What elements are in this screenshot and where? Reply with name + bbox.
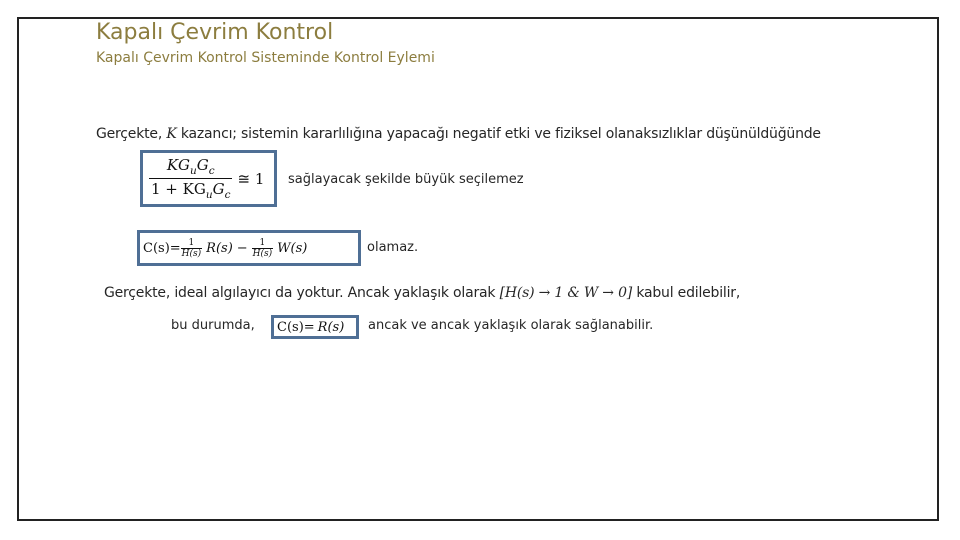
equation-2-caption: olamaz. bbox=[367, 240, 419, 255]
paragraph-1-start: Gerçekte, bbox=[96, 126, 167, 142]
paragraph-1 bbox=[96, 126, 821, 142]
equation-3-lhs: C(s)= bbox=[277, 319, 315, 335]
equation-1-box bbox=[140, 150, 277, 207]
equation-3-box bbox=[271, 315, 359, 339]
equation-2-term-2: W(s) bbox=[277, 240, 308, 256]
equation-1-relation: ≅ 1 bbox=[237, 169, 265, 188]
equation-2-box bbox=[137, 230, 361, 266]
paragraph-2-end: kabul edilebilir, bbox=[632, 285, 741, 301]
equation-2-fraction-1: $\frac{1}{H(s)}$ bbox=[181, 237, 202, 259]
paragraph-2-condition: [H(s) → 1 & W → 0] bbox=[499, 285, 633, 301]
equation-1-numerator: $KG_uG_c$ bbox=[166, 156, 215, 177]
equation-3-caption: ancak ve ancak yaklaşık olarak sağlanabilir. bbox=[368, 318, 654, 333]
paragraph-1-end: kazancı; sistemin kararlılığına yapacağı negatif etki ve fiziksel olanaksızlıklar düşünüldüğünde bbox=[176, 126, 821, 142]
slide-subtitle: Kapalı Çevrim Kontrol Sisteminde Kontrol Eylemi bbox=[96, 50, 435, 66]
equation-1-denominator: $1 + KG_uG_c$ bbox=[151, 180, 231, 201]
equation-2-lhs: C(s)= bbox=[143, 240, 181, 256]
equation-2-term-1: R(s) bbox=[206, 240, 233, 256]
equation-2-minus: − bbox=[236, 240, 248, 256]
slide-title: Kapalı Çevrim Kontrol bbox=[96, 20, 334, 45]
equation-2-fraction-2: $\frac{1}{H(s)}$ bbox=[252, 237, 273, 259]
k-symbol: K bbox=[166, 126, 177, 142]
equation-1-caption: sağlayacak şekilde büyük seçilemez bbox=[288, 172, 524, 187]
equation-3-prefix: bu durumda, bbox=[171, 318, 255, 333]
equation-3-rhs: R(s) bbox=[317, 319, 345, 335]
equation-1-fraction bbox=[149, 156, 232, 201]
slide-frame bbox=[17, 17, 939, 521]
paragraph-2 bbox=[104, 285, 740, 301]
paragraph-2-start: Gerçekte, ideal algılayıcı da yoktur. Ancak yaklaşık olarak bbox=[104, 285, 500, 301]
